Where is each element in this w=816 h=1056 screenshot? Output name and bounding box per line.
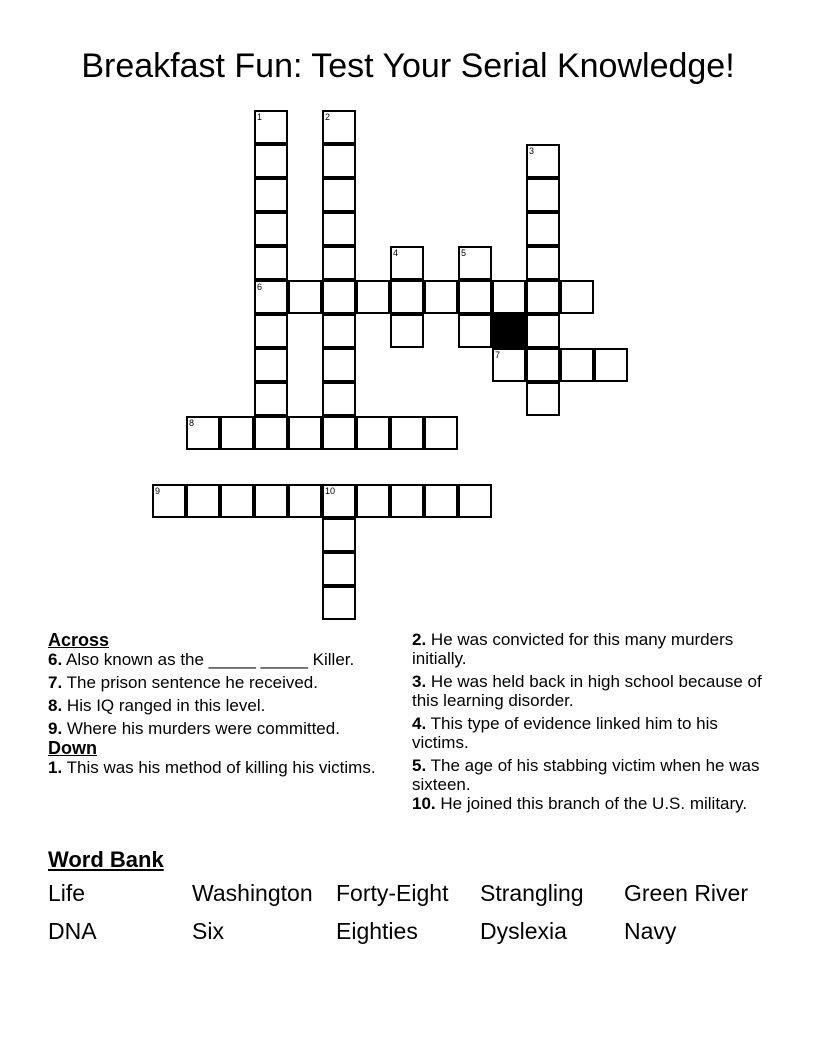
clue-text: He was convicted for this many murders initially. bbox=[412, 630, 734, 668]
grid-cell[interactable] bbox=[526, 348, 560, 382]
clue-number-label: 5 bbox=[461, 248, 467, 258]
clue-number: 5. bbox=[412, 756, 427, 775]
clues-left-column bbox=[48, 630, 398, 781]
clue-number: 2. bbox=[412, 630, 427, 649]
grid-cell[interactable] bbox=[322, 212, 356, 246]
grid-cell[interactable] bbox=[288, 416, 322, 450]
word-bank-heading: Word Bank bbox=[48, 847, 164, 872]
grid-cell[interactable] bbox=[526, 280, 560, 314]
clue-number-label: 10 bbox=[325, 486, 336, 496]
grid-cell[interactable] bbox=[322, 144, 356, 178]
clue-text: This type of evidence linked him to his victims. bbox=[412, 714, 718, 752]
down-clue-1 bbox=[48, 758, 398, 777]
word-bank bbox=[48, 880, 778, 944]
grid-cell[interactable] bbox=[560, 280, 594, 314]
grid-cell[interactable] bbox=[254, 144, 288, 178]
word-bank-item: Dyslexia bbox=[480, 918, 567, 944]
grid-cell[interactable] bbox=[458, 314, 492, 348]
word-bank-item: Life bbox=[48, 880, 86, 906]
grid-cell[interactable] bbox=[288, 280, 322, 314]
clue-text: Where his murders were committed. bbox=[66, 719, 340, 738]
grid-cell[interactable] bbox=[186, 416, 220, 450]
grid-cell[interactable] bbox=[254, 382, 288, 416]
grid-cell[interactable] bbox=[322, 348, 356, 382]
clue-text: Also known as the _____ _____ Killer. bbox=[65, 650, 355, 669]
grid-cell[interactable] bbox=[560, 348, 594, 382]
clue-number-label: 8 bbox=[189, 418, 195, 428]
grid-cell[interactable] bbox=[322, 314, 356, 348]
grid-cell[interactable] bbox=[322, 178, 356, 212]
grid-cell[interactable] bbox=[288, 484, 322, 518]
grid-cell[interactable] bbox=[186, 484, 220, 518]
word-bank-item: Six bbox=[192, 918, 224, 944]
grid-cell[interactable] bbox=[254, 110, 288, 144]
page-title: Breakfast Fun: Test Your Serial Knowledge! bbox=[81, 47, 735, 85]
grid-cell[interactable] bbox=[424, 484, 458, 518]
down-clue-10 bbox=[412, 794, 762, 813]
grid-cell[interactable] bbox=[254, 212, 288, 246]
down-heading: Down bbox=[48, 738, 97, 758]
down-clue-4 bbox=[412, 714, 762, 752]
grid-cell[interactable] bbox=[424, 416, 458, 450]
grid-cell[interactable] bbox=[492, 280, 526, 314]
word-bank-item: DNA bbox=[48, 918, 97, 944]
word-bank-item: Strangling bbox=[480, 880, 584, 906]
grid-cell-blocked bbox=[492, 314, 526, 348]
grid-cell[interactable] bbox=[322, 416, 356, 450]
grid-cell[interactable] bbox=[254, 314, 288, 348]
grid-cell[interactable] bbox=[390, 314, 424, 348]
clue-number-label: 4 bbox=[393, 248, 399, 258]
grid-cell[interactable] bbox=[220, 484, 254, 518]
grid-cell[interactable] bbox=[390, 416, 424, 450]
grid-cell[interactable] bbox=[526, 382, 560, 416]
clue-number: 1. bbox=[48, 758, 63, 777]
grid-cell[interactable] bbox=[254, 484, 288, 518]
across-clue-6 bbox=[48, 650, 398, 669]
grid-cell[interactable] bbox=[322, 110, 356, 144]
across-clue-8 bbox=[48, 696, 398, 715]
grid-cell[interactable] bbox=[526, 212, 560, 246]
clue-text: The prison sentence he received. bbox=[66, 673, 318, 692]
clue-number-label: 6 bbox=[257, 282, 263, 292]
clue-number: 6. bbox=[48, 650, 63, 669]
clue-number: 3. bbox=[412, 672, 427, 691]
across-clue-9 bbox=[48, 719, 398, 738]
grid-cell[interactable] bbox=[390, 280, 424, 314]
grid-cell[interactable] bbox=[254, 280, 288, 314]
clue-text: His IQ ranged in this level. bbox=[66, 696, 266, 715]
down-clue-3 bbox=[412, 672, 762, 710]
clue-number: 8. bbox=[48, 696, 63, 715]
grid-cell[interactable] bbox=[322, 484, 356, 518]
word-bank-item: Green River bbox=[624, 880, 748, 906]
clue-text: This was his method of killing his victims. bbox=[66, 758, 376, 777]
grid-cell[interactable] bbox=[526, 144, 560, 178]
clue-number: 7. bbox=[48, 673, 63, 692]
grid-cell[interactable] bbox=[322, 552, 356, 586]
grid-cell[interactable] bbox=[254, 246, 288, 280]
grid-cell[interactable] bbox=[356, 280, 390, 314]
clue-number-label: 2 bbox=[325, 112, 331, 122]
word-bank-item: Eighties bbox=[336, 918, 418, 944]
clue-number-label: 9 bbox=[155, 486, 161, 496]
across-clue-7 bbox=[48, 673, 398, 692]
grid-cell[interactable] bbox=[322, 382, 356, 416]
grid-cell[interactable] bbox=[458, 484, 492, 518]
clue-text: He joined this branch of the U.S. military. bbox=[440, 794, 748, 813]
grid-cell[interactable] bbox=[526, 314, 560, 348]
clue-number: 10. bbox=[412, 794, 436, 813]
down-clue-5 bbox=[412, 756, 762, 794]
grid-cell[interactable] bbox=[526, 178, 560, 212]
clue-number: 4. bbox=[412, 714, 427, 733]
grid-cell[interactable] bbox=[492, 348, 526, 382]
grid-cell[interactable] bbox=[322, 586, 356, 620]
clue-number-label: 7 bbox=[495, 350, 501, 360]
grid-cell[interactable] bbox=[152, 484, 186, 518]
grid-cell[interactable] bbox=[356, 484, 390, 518]
word-bank-item: Washington bbox=[192, 880, 313, 906]
clue-text: The age of his stabbing victim when he was sixteen. bbox=[412, 756, 760, 794]
clue-number-label: 3 bbox=[529, 146, 535, 156]
down-clue-2 bbox=[412, 630, 762, 668]
grid-cell[interactable] bbox=[322, 280, 356, 314]
grid-cell[interactable] bbox=[424, 280, 458, 314]
grid-cell[interactable] bbox=[390, 246, 424, 280]
grid-cell[interactable] bbox=[458, 246, 492, 280]
clue-number: 9. bbox=[48, 719, 63, 738]
word-bank-item: Navy bbox=[624, 918, 677, 944]
grid-cell[interactable] bbox=[254, 416, 288, 450]
clue-text: He was held back in high school because of this learning disorder. bbox=[412, 672, 762, 710]
grid-cell[interactable] bbox=[322, 246, 356, 280]
grid-cell[interactable] bbox=[526, 246, 560, 280]
grid-cell[interactable] bbox=[254, 348, 288, 382]
grid-cell[interactable] bbox=[390, 484, 424, 518]
across-heading: Across bbox=[48, 630, 110, 650]
clues-right-column bbox=[412, 630, 762, 817]
grid-cell[interactable] bbox=[254, 178, 288, 212]
grid-cell[interactable] bbox=[458, 280, 492, 314]
grid-cell[interactable] bbox=[322, 518, 356, 552]
grid-cell[interactable] bbox=[356, 416, 390, 450]
grid-cell[interactable] bbox=[594, 348, 628, 382]
word-bank-item: Forty-Eight bbox=[336, 880, 449, 906]
clue-number-label: 1 bbox=[257, 112, 263, 122]
grid-cell[interactable] bbox=[220, 416, 254, 450]
